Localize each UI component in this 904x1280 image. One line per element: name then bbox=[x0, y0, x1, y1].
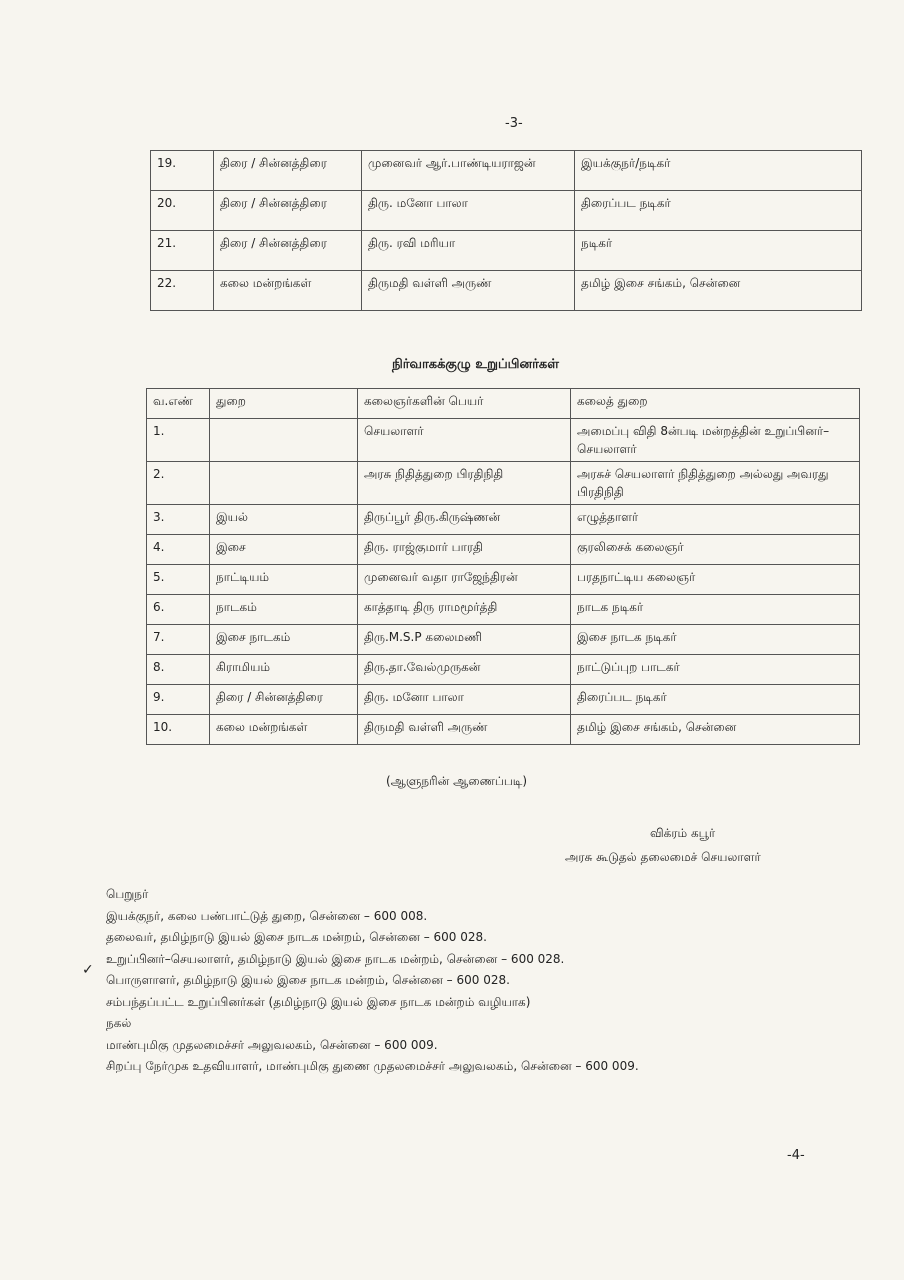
table-header-row bbox=[147, 389, 860, 419]
row-department: கலை மன்றங்கள் bbox=[214, 271, 362, 311]
table-row bbox=[147, 655, 860, 685]
row-field: குரலிசைக் கலைஞர் bbox=[571, 535, 860, 565]
row-field: நடிகர் bbox=[575, 231, 862, 271]
row-number: 22. bbox=[151, 271, 214, 311]
row-number: 10. bbox=[147, 715, 210, 745]
page-number-top: -3- bbox=[505, 116, 523, 131]
row-name: திரு.M.S.P கலைமணி bbox=[358, 625, 571, 655]
table-row bbox=[147, 565, 860, 595]
row-number: 19. bbox=[151, 151, 214, 191]
row-field: எழுத்தாளர் bbox=[571, 505, 860, 535]
recipients-label: பெறுநர் bbox=[106, 887, 149, 901]
row-field: நாட்டுப்புற பாடகர் bbox=[571, 655, 860, 685]
table-row bbox=[147, 505, 860, 535]
row-name: திருமதி வள்ளி அருண் bbox=[362, 271, 575, 311]
table-row bbox=[147, 625, 860, 655]
row-department: கலை மன்றங்கள் bbox=[210, 715, 358, 745]
header-number: வ.எண் bbox=[147, 389, 210, 419]
row-name: திரு. மனோ பாலா bbox=[358, 685, 571, 715]
table-row bbox=[151, 271, 862, 311]
row-name: திரு.தா.வேல்முருகன் bbox=[358, 655, 571, 685]
row-name: திருமதி வள்ளி அருண் bbox=[358, 715, 571, 745]
copy-label: நகல் bbox=[106, 1016, 132, 1030]
row-number: 5. bbox=[147, 565, 210, 595]
row-name: திருப்பூர் திரு.கிருஷ்ணன் bbox=[358, 505, 571, 535]
table-row bbox=[147, 685, 860, 715]
table-row bbox=[147, 462, 860, 505]
checkmark-icon: ✓ bbox=[82, 962, 94, 978]
recipient-line: உறுப்பினர்–செயலாளர், தமிழ்நாடு இயல் இசை நாடக மன்றம், சென்னை – 600 028. bbox=[106, 951, 565, 966]
recipient-line: இயக்குநர், கலை பண்பாட்டுத் துறை, சென்னை – 600 008. bbox=[106, 908, 428, 923]
row-field: அரசுச் செயலாளர் நிதித்துறை அல்லது அவரது பிரதிநிதி bbox=[571, 462, 860, 505]
table-row bbox=[147, 595, 860, 625]
row-field: நாடக நடிகர் bbox=[571, 595, 860, 625]
row-field: இசை நாடக நடிகர் bbox=[571, 625, 860, 655]
row-field: திரைப்பட நடிகர் bbox=[571, 685, 860, 715]
row-field: இயக்குநர்/நடிகர் bbox=[575, 151, 862, 191]
row-name: செயலாளர் bbox=[358, 419, 571, 462]
row-name: திரு. மனோ பாலா bbox=[362, 191, 575, 231]
row-field: பரதநாட்டிய கலைஞர் bbox=[571, 565, 860, 595]
table-row bbox=[147, 715, 860, 745]
row-department bbox=[210, 462, 358, 505]
copy-line: மாண்புமிகு முதலமைச்சர் அலுவலகம், சென்னை – 600 009. bbox=[106, 1037, 438, 1052]
table-executive-committee bbox=[146, 388, 860, 745]
header-department: துறை bbox=[210, 389, 358, 419]
row-department: இசை bbox=[210, 535, 358, 565]
table-row bbox=[151, 191, 862, 231]
row-name: முனைவர் ஆர்.பாண்டியராஜன் bbox=[362, 151, 575, 191]
row-field: தமிழ் இசை சங்கம், சென்னை bbox=[571, 715, 860, 745]
row-department: திரை / சின்னத்திரை bbox=[214, 231, 362, 271]
signatory-name: விக்ரம் கபூர் bbox=[650, 826, 716, 840]
row-number: 4. bbox=[147, 535, 210, 565]
row-department bbox=[210, 419, 358, 462]
header-field: கலைத் துறை bbox=[571, 389, 860, 419]
recipients-section bbox=[106, 884, 846, 1078]
row-department: திரை / சின்னத்திரை bbox=[214, 191, 362, 231]
row-field: அமைப்பு விதி 8ன்படி மன்றத்தின் உறுப்பினர்–செயலாளர் bbox=[571, 419, 860, 462]
row-name: காத்தாடி திரு ராமமூர்த்தி bbox=[358, 595, 571, 625]
row-department: கிராமியம் bbox=[210, 655, 358, 685]
header-name: கலைஞர்களின் பெயர் bbox=[358, 389, 571, 419]
row-number: 20. bbox=[151, 191, 214, 231]
row-department: இயல் bbox=[210, 505, 358, 535]
order-note: (ஆளுநரின் ஆணைப்படி) bbox=[386, 774, 528, 788]
recipient-line: தலைவர், தமிழ்நாடு இயல் இசை நாடக மன்றம், சென்னை – 600 028. bbox=[106, 930, 487, 944]
row-department: நாட்டியம் bbox=[210, 565, 358, 595]
row-department: இசை நாடகம் bbox=[210, 625, 358, 655]
row-number: 8. bbox=[147, 655, 210, 685]
row-number: 3. bbox=[147, 505, 210, 535]
row-department: நாடகம் bbox=[210, 595, 358, 625]
row-number: 9. bbox=[147, 685, 210, 715]
recipient-line: பொருளாளர், தமிழ்நாடு இயல் இசை நாடக மன்றம், சென்னை – 600 028. bbox=[106, 973, 510, 987]
row-name: திரு. ரவி மரியா bbox=[362, 231, 575, 271]
table-row bbox=[151, 231, 862, 271]
row-name: திரு. ராஜ்குமார் பாரதி bbox=[358, 535, 571, 565]
row-number: 6. bbox=[147, 595, 210, 625]
row-field: தமிழ் இசை சங்கம், சென்னை bbox=[575, 271, 862, 311]
row-number: 21. bbox=[151, 231, 214, 271]
row-name: முனைவர் வதா ராஜேந்திரன் bbox=[358, 565, 571, 595]
table-continued-members bbox=[150, 150, 862, 311]
row-department: திரை / சின்னத்திரை bbox=[210, 685, 358, 715]
page-number-bottom: -4- bbox=[787, 1148, 805, 1163]
table-row bbox=[147, 535, 860, 565]
table-row bbox=[151, 151, 862, 191]
recipient-line: சம்பந்தப்பட்ட உறுப்பினர்கள் (தமிழ்நாடு இயல் இசை நாடக மன்றம் வழியாக) bbox=[106, 994, 531, 1009]
row-name: அரசு நிதித்துறை பிரதிநிதி bbox=[358, 462, 571, 505]
signatory-designation: அரசு கூடுதல் தலைமைச் செயலாளர் bbox=[565, 850, 761, 864]
row-department: திரை / சின்னத்திரை bbox=[214, 151, 362, 191]
committee-heading: நிர்வாகக்குழு உறுப்பினர்கள் bbox=[392, 357, 559, 372]
row-number: 1. bbox=[147, 419, 210, 462]
copy-line: சிறப்பு நேர்முக உதவியாளர், மாண்புமிகு துணை முதலமைச்சர் அலுவலகம், சென்னை – 600 009. bbox=[106, 1059, 639, 1073]
row-number: 7. bbox=[147, 625, 210, 655]
table-row bbox=[147, 419, 860, 462]
row-number: 2. bbox=[147, 462, 210, 505]
row-field: திரைப்பட நடிகர் bbox=[575, 191, 862, 231]
